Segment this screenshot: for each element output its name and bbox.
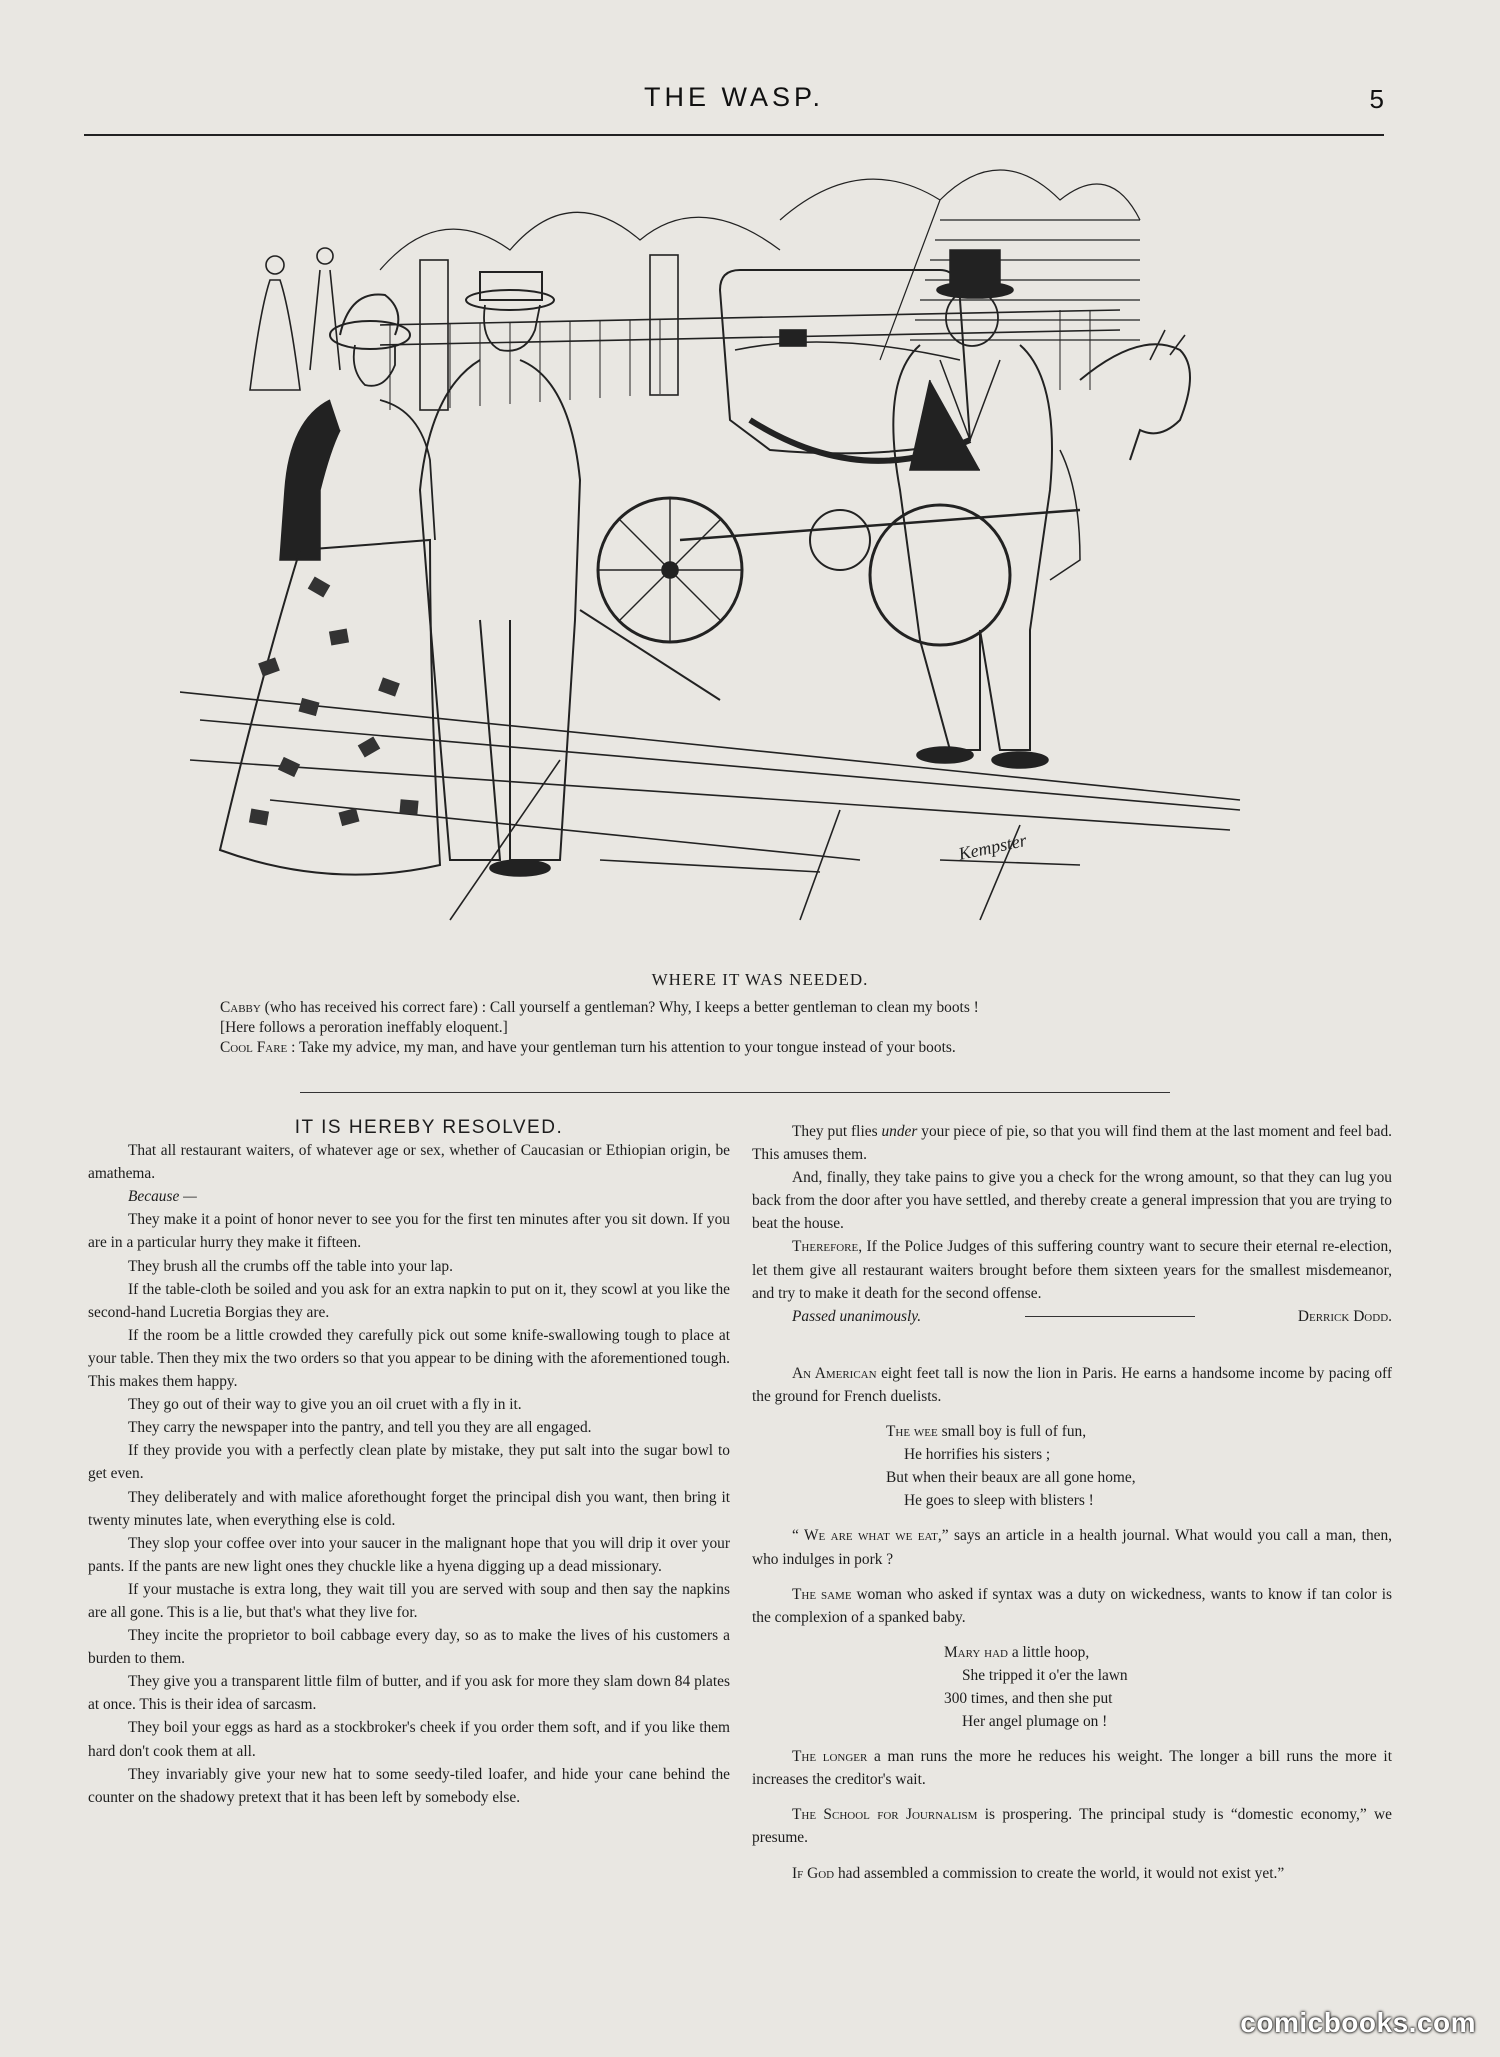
cartoon-drawing	[180, 160, 1280, 960]
cartoon-caption	[220, 970, 1300, 1058]
verse-2	[752, 1641, 1392, 1733]
cartoon-illustration	[180, 160, 1280, 960]
verse-line	[886, 1420, 1392, 1443]
article-paragraph: They invariably give your new hat to some seedy-tiled loafer, and hide your cane behind the counter on the shadowy pretext that it has been left by somebody else.	[88, 1765, 730, 1806]
article-paragraph: They boil your eggs as hard as a stockbroker's cheek if you order them soft, and if you like them hard don't cook them at all.	[88, 1719, 730, 1760]
article-paragraph: That all restaurant waiters, of whatever age or sex, whether of Caucasian or Ethiopian origin, be amathema.	[88, 1142, 730, 1183]
signoff-rule	[1025, 1316, 1195, 1317]
spacer	[752, 1791, 1392, 1803]
text-run: a little hoop,	[1007, 1643, 1090, 1661]
article-paragraph: They give you a transparent little film of butter, and if you ask for more they slam down 84 plates at once. This is their idea of sarcasm.	[88, 1673, 730, 1714]
caption-line-3	[220, 1038, 1300, 1058]
artist-signature: Kempster	[956, 830, 1029, 864]
spacer	[752, 1733, 1392, 1745]
spacer	[752, 1629, 1392, 1641]
spacer	[752, 1328, 1392, 1362]
caption-speaker-cool-fare: Cool Fare	[220, 1039, 288, 1056]
text-run: If the Police Judges of this suffering country want to secure their eternal re-election, let them give all restaurant waiters brought before them sixteen years for the smallest misdemeanor, and try to make it death for the second offense.	[752, 1238, 1392, 1302]
caption-text-1: (who has received his correct fare) : Call yourself a gentleman? Why, I keeps a better gentleman to clean my boots !	[260, 999, 979, 1016]
article-paragraph	[752, 1235, 1392, 1304]
article-paragraph: They deliberately and with malice aforethought forget the principal dish you want, then bring it twenty minutes late, when everything else is cold.	[88, 1488, 730, 1529]
text-run-lead: The School for Journalism	[792, 1806, 978, 1824]
verse-line: She tripped it o'er the lawn	[962, 1666, 1128, 1684]
verse-line: He goes to sleep with blisters !	[904, 1492, 1094, 1510]
verse-1	[752, 1420, 1392, 1512]
author-name: Derrick Dodd.	[1297, 1307, 1392, 1325]
text-run: had assembled a commission to create the world, it would not exist yet.”	[834, 1864, 1285, 1882]
article-paragraph: They make it a point of honor never to see you for the first ten minutes after you sit down. If you are in a particular hurry they make it fifteen.	[88, 1211, 730, 1252]
verse-line: Her angel plumage on !	[962, 1713, 1108, 1731]
passed-note: Passed unanimously.	[792, 1307, 922, 1325]
caption-line-2: [Here follows a peroration ineffably eloquent.]	[220, 1019, 508, 1036]
article-paragraph: They slop your coffee over into your saucer in the malignant hope that you will drip it over your pants. If the pants are new light ones they chuckle like a hyena digging up a dead missionary.	[88, 1534, 730, 1575]
squib-paragraph	[752, 1803, 1392, 1849]
text-run-lead: “ We are what we eat,	[792, 1527, 942, 1545]
squib-paragraph	[752, 1362, 1392, 1408]
verse-line: But when their beaux are all gone home,	[886, 1469, 1136, 1487]
site-watermark: comicbooks.com	[1240, 2007, 1476, 2038]
spacer	[752, 1850, 1392, 1862]
text-run: They put flies	[792, 1123, 882, 1140]
text-run: woman who asked if syntax was a duty on wickedness, wants to know if tan color is the complexion of a spanked baby.	[752, 1585, 1392, 1626]
article-paragraph: They incite the proprietor to boil cabbage every day, so as to make the lives of his customers a burden to them.	[88, 1627, 730, 1668]
section-divider	[300, 1092, 1170, 1093]
publication-title: THE WASP.	[643, 82, 825, 112]
caption-line-1	[220, 998, 1300, 1018]
text-run: eight feet tall is now the lion in Paris. He earns a handsome income by pacing off the ground for French duelists.	[752, 1364, 1392, 1405]
text-run: ” says an article in a health journal. What would you call a man, then, who indulges in pork ?	[752, 1527, 1393, 1568]
text-run: your piece of pie, so that you will find them at the last moment and feel bad. This amuses them.	[752, 1123, 1392, 1164]
text-run: a man runs the more he reduces his weight. The longer a bill runs the more it increases the creditor's wait.	[752, 1748, 1392, 1789]
squib-paragraph	[752, 1745, 1392, 1791]
text-run-lead: The same	[792, 1585, 852, 1603]
article-paragraph: They carry the newspaper into the pantry, and tell you they are all engaged.	[128, 1419, 592, 1437]
text-run: small boy is full of fun,	[937, 1423, 1087, 1441]
squib-paragraph	[752, 1862, 1392, 1885]
article-paragraph: Because —	[128, 1188, 197, 1206]
text-run-lead: Mary had	[944, 1643, 1008, 1661]
spacer	[752, 1571, 1392, 1583]
squib-paragraph	[752, 1524, 1392, 1570]
text-run-emphasis: under	[881, 1123, 918, 1140]
text-run-lead: Therefore,	[792, 1238, 863, 1256]
caption-title: WHERE IT WAS NEEDED.	[651, 970, 869, 989]
article-heading: IT IS HEREBY RESOLVED.	[294, 1117, 564, 1138]
verse-line: 300 times, and then she put	[944, 1689, 1113, 1707]
article-paragraph: If the table-cloth be soiled and you ask for an extra napkin to put on it, they scowl at you like the second-hand Lucretia Borgias they are.	[88, 1280, 730, 1321]
article-paragraph: If they provide you with a perfectly clean plate by mistake, they put salt into the sugar bowl to get even.	[88, 1442, 730, 1483]
article-signoff	[752, 1305, 1392, 1328]
squib-paragraph	[752, 1583, 1392, 1629]
article-paragraph	[752, 1120, 1392, 1166]
spacer	[752, 1408, 1392, 1420]
verse-line	[944, 1641, 1392, 1664]
caption-text-3: : Take my advice, my man, and have your gentleman turn his attention to your tongue instead of your boots.	[287, 1039, 956, 1056]
text-run-lead: If God	[792, 1864, 835, 1882]
masthead-rule	[84, 134, 1384, 136]
article-paragraph: They brush all the crumbs off the table into your lap.	[128, 1257, 453, 1275]
spacer	[752, 1512, 1392, 1524]
article-paragraph: If your mustache is extra long, they wait till you are served with soup and then say the napkins are all gone. This is a lie, but that's what they live for.	[88, 1580, 730, 1621]
text-run-lead: The wee	[886, 1423, 938, 1441]
masthead	[84, 82, 1384, 142]
caption-speaker-cabby: Cabby	[220, 999, 261, 1016]
text-run: is prospering. The principal study is “domestic economy,” we presume.	[752, 1806, 1392, 1847]
page-number: 5	[1369, 84, 1384, 114]
article-paragraph: They go out of their way to give you an oil cruet with a fly in it.	[128, 1396, 522, 1414]
verse-line: He horrifies his sisters ;	[904, 1446, 1051, 1464]
article-left-column	[88, 1116, 730, 1809]
article-paragraph: And, finally, they take pains to give you a check for the wrong amount, so that they can lug you back from the door after you have settled, and thereby create a general impression that you are trying to beat the house.	[752, 1169, 1392, 1233]
text-run-lead: The longer	[792, 1748, 868, 1766]
article-right-column	[752, 1120, 1392, 1885]
article-paragraph: If the room be a little crowded they carefully pick out some knife-swallowing tough to place at your table. Then they mix the two orders so that you appear to be dining with the aforementioned tough. This makes them happy.	[88, 1326, 730, 1391]
text-run-lead: An American	[792, 1364, 877, 1382]
